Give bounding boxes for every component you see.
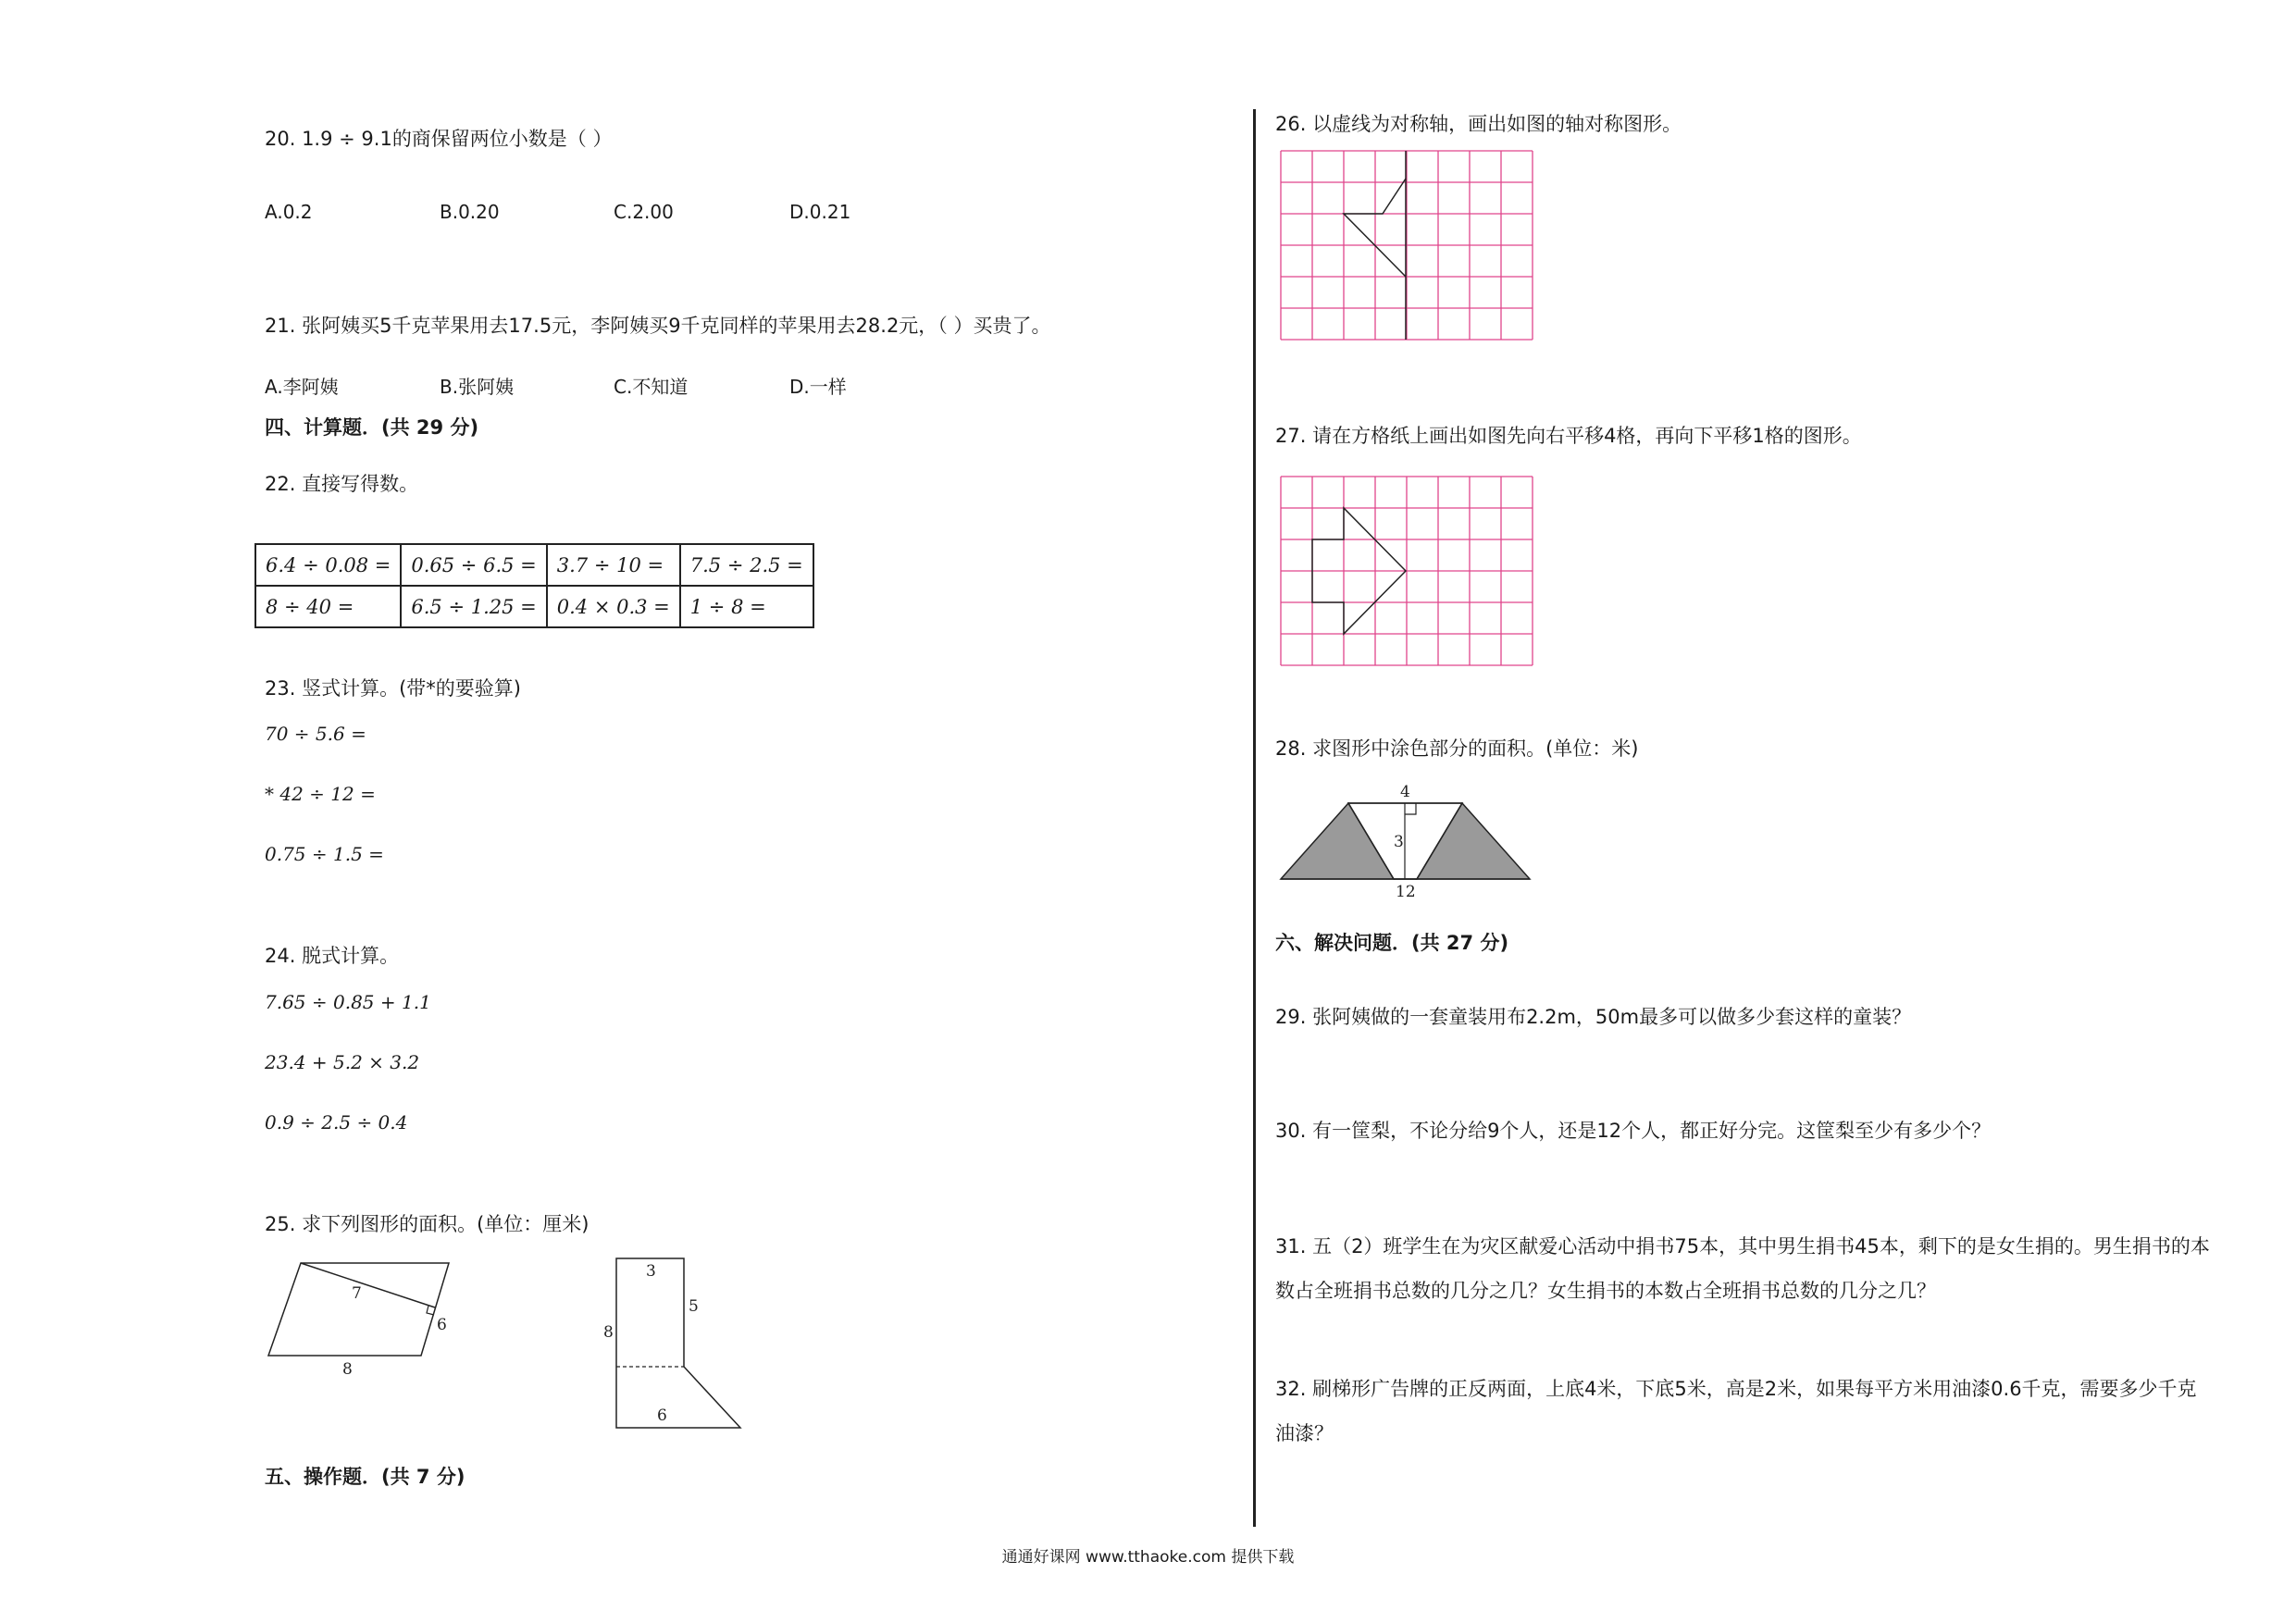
question-30: 30. 有一筐梨，不论分给9个人，还是12个人，都正好分完。这筐梨至少有多少个？ <box>1275 1120 1992 1142</box>
q20-option-c: C.2.00 <box>614 201 674 223</box>
question-24: 24. 脱式计算。 <box>265 945 400 967</box>
parallelogram-diagonal-label: 7 <box>352 1284 362 1303</box>
question-32-line-1: 32. 刷梯形广告牌的正反两面，上底4米，下底5米，高是2米，如果每平方米用油漆0.6千克，需要多少千克 <box>1275 1378 2197 1400</box>
question-29: 29. 张阿姨做的一套童装用布2.2m，50m最多可以做多少套这样的童装？ <box>1275 1006 1912 1028</box>
q20-option-d: D.0.21 <box>789 201 851 223</box>
q21-option-b: B.张阿姨 <box>440 376 515 398</box>
question-23: 23. 竖式计算。(带*的要验算) <box>265 677 521 700</box>
q21-option-c: C.不知道 <box>614 376 689 398</box>
question-26: 26. 以虚线为对称轴，画出如图的轴对称图形。 <box>1275 113 1682 135</box>
question-27: 27. 请在方格纸上画出如图先向右平移4格，再向下平移1格的图形。 <box>1275 425 1862 447</box>
q24-item-1: 7.65 ÷ 0.85 + 1.1 <box>265 991 431 1013</box>
table-cell: 0.4 × 0.3 = <box>547 586 680 627</box>
table-cell: 8 ÷ 40 = <box>255 586 401 627</box>
q21-option-a: A.李阿姨 <box>265 376 339 398</box>
question-28: 28. 求图形中涂色部分的面积。(单位：米) <box>1275 737 1639 760</box>
q20-option-a: A.0.2 <box>265 201 313 223</box>
table-row <box>255 544 813 586</box>
table-cell: 6.5 ÷ 1.25 = <box>401 586 546 627</box>
symmetry-grid <box>1281 151 1535 341</box>
q21-option-d: D.一样 <box>789 376 847 398</box>
parallelogram-figure <box>259 1254 463 1383</box>
composite-bottom-label: 6 <box>657 1406 667 1425</box>
q20-option-b: B.0.20 <box>440 201 500 223</box>
composite-right-label: 5 <box>689 1297 699 1316</box>
top-width-label: 4 <box>1400 783 1410 801</box>
q23-item-3: 0.75 ÷ 1.5 = <box>265 843 384 865</box>
height-label: 3 <box>1394 833 1404 851</box>
section-6-heading: 六、解决问题．(共 27 分) <box>1275 932 1509 954</box>
table-cell: 6.4 ÷ 0.08 = <box>255 544 401 586</box>
table-cell: 0.65 ÷ 6.5 = <box>401 544 546 586</box>
page-footer: 通通好课网 www.tthaoke.com 提供下载 <box>1001 1548 1295 1567</box>
question-31-line-2: 数占全班捐书总数的几分之几？女生捐书的本数占全班捐书总数的几分之几？ <box>1275 1280 1936 1302</box>
parallelogram-base-label: 8 <box>342 1360 353 1379</box>
q24-item-2: 23.4 + 5.2 × 3.2 <box>265 1051 420 1073</box>
question-32-line-2: 油漆？ <box>1275 1422 1334 1444</box>
mental-math-table <box>254 543 814 628</box>
table-cell: 7.5 ÷ 2.5 = <box>680 544 813 586</box>
table-row <box>255 586 813 627</box>
section-5-heading: 五、操作题．(共 7 分) <box>265 1466 465 1488</box>
section-4-heading: 四、计算题．(共 29 分) <box>265 416 479 439</box>
table-cell: 3.7 ÷ 10 = <box>547 544 680 586</box>
shaded-triangles-figure <box>1277 782 1545 902</box>
translation-grid <box>1281 477 1535 666</box>
q23-item-1: 70 ÷ 5.6 = <box>265 723 366 745</box>
question-22: 22. 直接写得数。 <box>265 473 419 495</box>
q23-item-2: * 42 ÷ 12 = <box>265 783 376 805</box>
question-31-line-1: 31. 五（2）班学生在为灾区献爱心活动中捐书75本，其中男生捐书45本，剩下的是女生捐的。男生捐书的本 <box>1275 1235 2210 1258</box>
composite-left-label: 8 <box>603 1323 614 1342</box>
composite-figure <box>592 1254 759 1439</box>
column-divider <box>1253 109 1256 1527</box>
composite-top-label: 3 <box>646 1262 656 1281</box>
question-20: 20. 1.9 ÷ 9.1的商保留两位小数是（ ） <box>265 128 613 150</box>
parallelogram-height-label: 6 <box>437 1316 447 1334</box>
q24-item-3: 0.9 ÷ 2.5 ÷ 0.4 <box>265 1111 408 1134</box>
question-25: 25. 求下列图形的面积。(单位：厘米) <box>265 1213 590 1235</box>
question-21: 21. 张阿姨买5千克苹果用去17.5元，李阿姨买9千克同样的苹果用去28.2元，（ ）买贵了。 <box>265 315 1051 337</box>
table-cell: 1 ÷ 8 = <box>680 586 813 627</box>
base-width-label: 12 <box>1396 883 1416 901</box>
